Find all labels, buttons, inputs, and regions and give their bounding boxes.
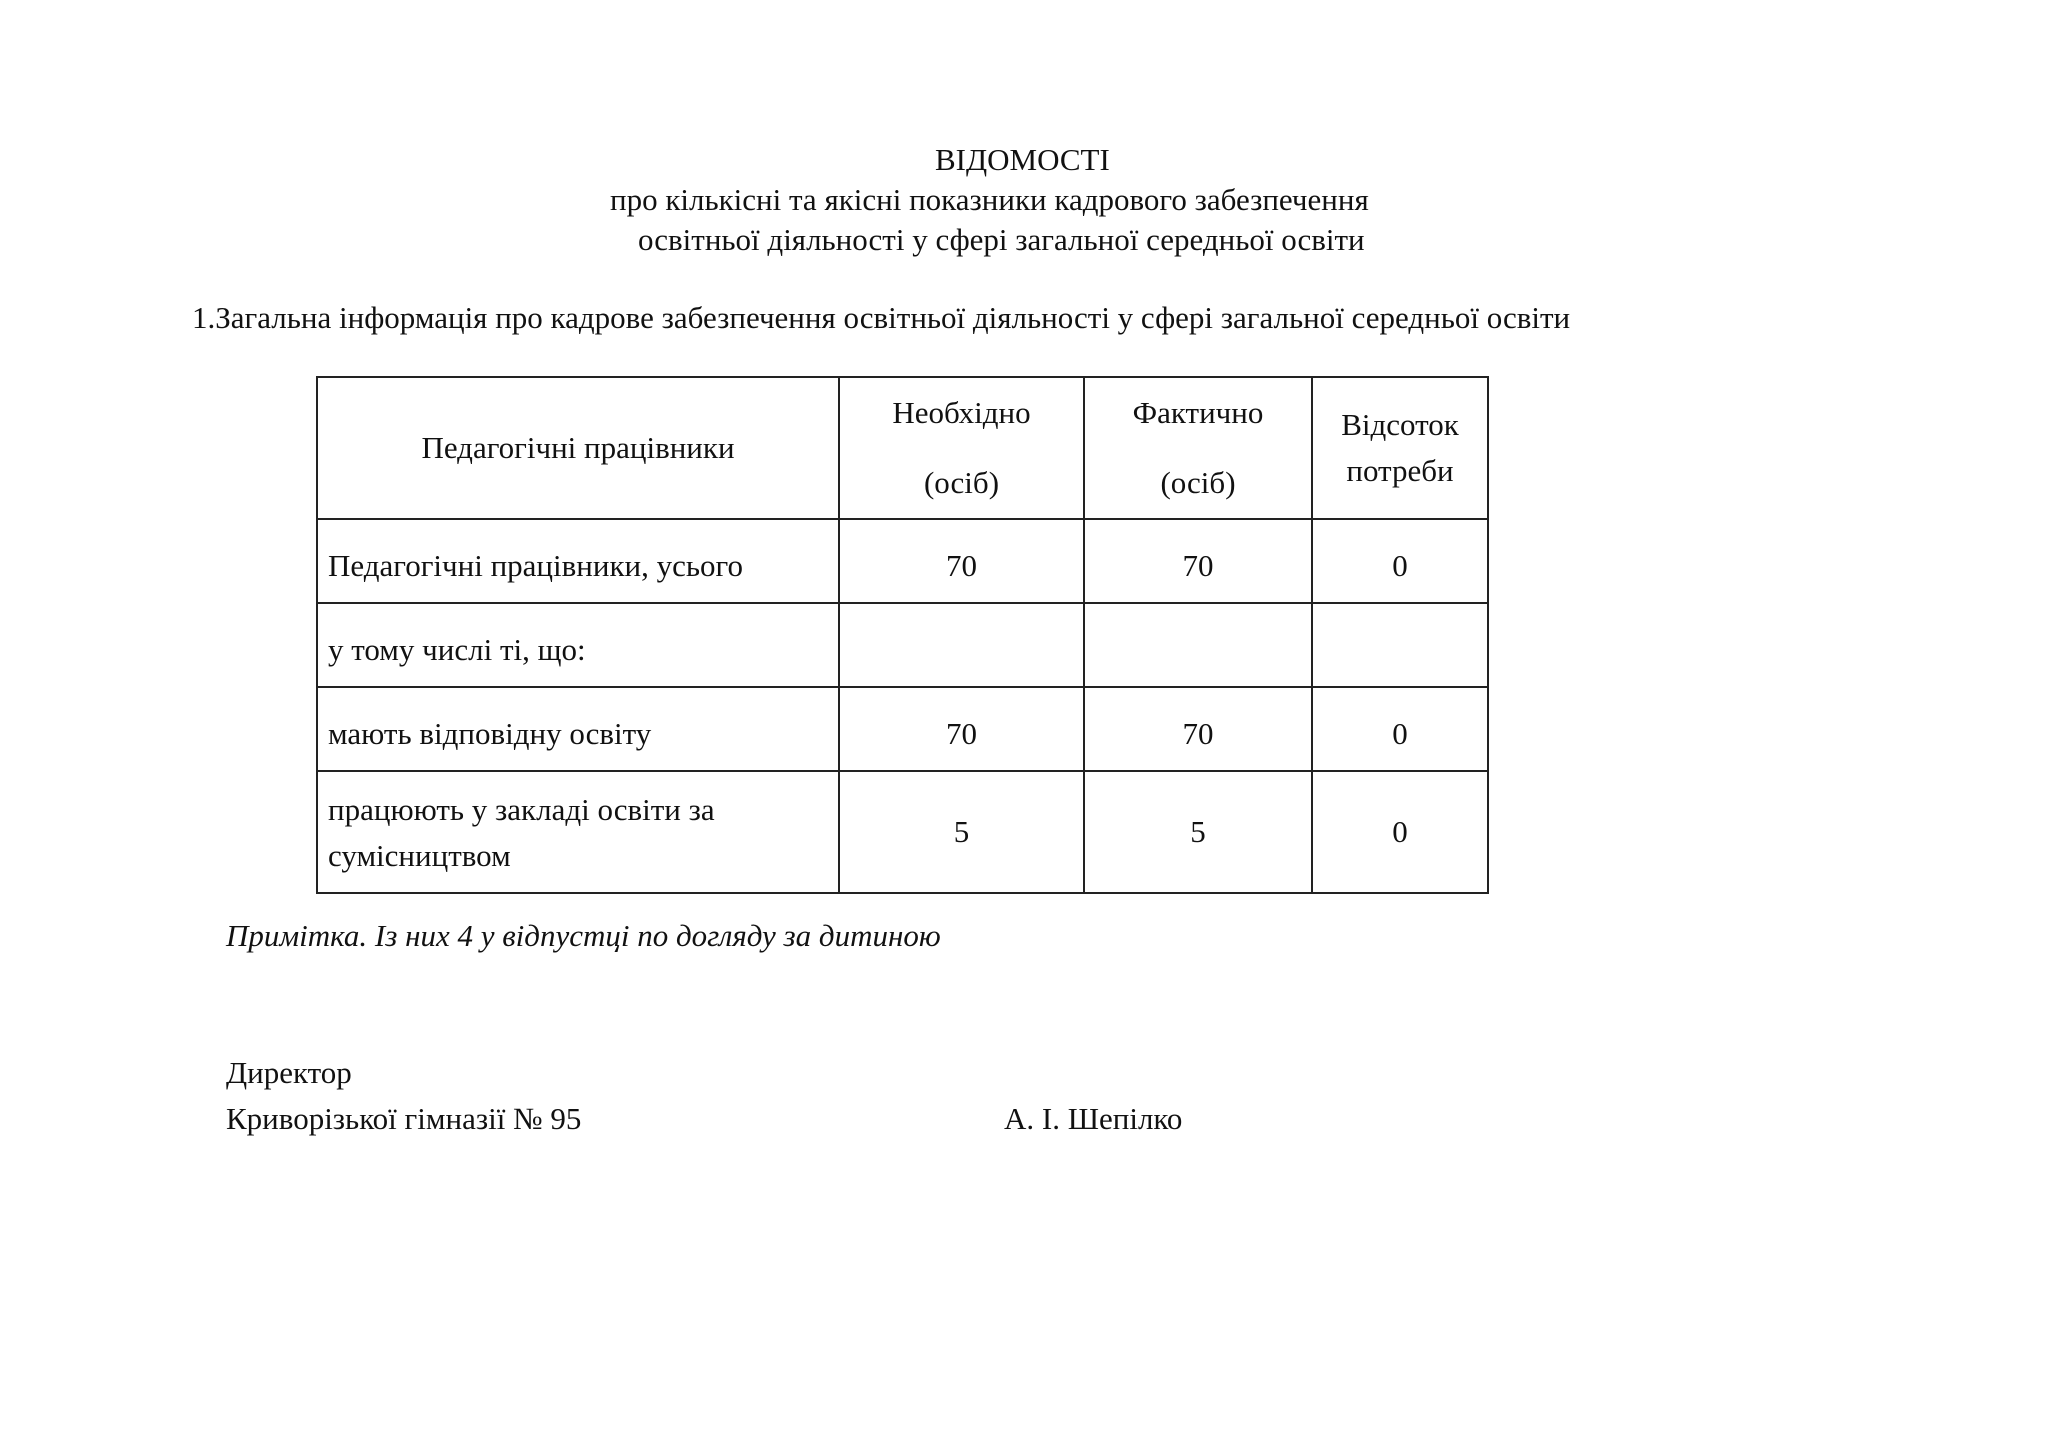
header-required-label: Необхідно	[892, 395, 1031, 430]
row-actual: 70	[1084, 687, 1312, 771]
staffing-table	[316, 376, 1489, 894]
header-actual-unit: (осіб)	[1160, 465, 1236, 500]
document-title: ВІДОМОСТІ	[935, 142, 1110, 177]
table-note: Примітка. Із них 4 у відпустці по догляду за дитиною	[226, 918, 941, 953]
header-required-unit: (осіб)	[923, 465, 1000, 500]
table-row	[317, 603, 1488, 687]
row-percent: 0	[1312, 687, 1488, 771]
row-label: мають відповідну освіту	[317, 687, 839, 771]
header-percent-line-1: Відсоток	[1341, 407, 1459, 442]
row-required: 70	[839, 687, 1084, 771]
signatory-organization: Криворізької гімназії № 95	[226, 1101, 582, 1136]
row-percent	[1312, 603, 1488, 687]
row-percent: 0	[1312, 519, 1488, 603]
row-label: у тому числі ті, що:	[317, 603, 839, 687]
row-actual: 5	[1084, 771, 1312, 893]
row-label	[317, 771, 839, 893]
signatory-name: А. І. Шепілко	[1004, 1101, 1183, 1136]
row-actual	[1084, 603, 1312, 687]
table-header-row	[317, 377, 1488, 519]
document-subtitle-line-2: освітньої діяльності у сфері загальної середньої освіти	[638, 222, 1365, 257]
header-actual	[1084, 377, 1312, 519]
row-label-line-1: працюють у закладі освіти за	[328, 792, 715, 827]
table-row	[317, 771, 1488, 893]
header-percent-line-2: потреби	[1346, 453, 1454, 488]
row-percent: 0	[1312, 771, 1488, 893]
row-actual: 70	[1084, 519, 1312, 603]
header-percent	[1312, 377, 1488, 519]
row-required: 70	[839, 519, 1084, 603]
header-required	[839, 377, 1084, 519]
document-subtitle-line-1: про кількісні та якісні показники кадрового забезпечення	[610, 182, 1369, 217]
signatory-role: Директор	[226, 1055, 352, 1090]
row-label: Педагогічні працівники, усього	[317, 519, 839, 603]
header-staff-category: Педагогічні працівники	[317, 377, 839, 519]
table-row	[317, 519, 1488, 603]
section-heading: 1.Загальна інформація про кадрове забезпечення освітньої діяльності у сфері загальної середньої освіти	[192, 300, 1571, 335]
row-label-line-2: сумісництвом	[328, 838, 511, 873]
table-row	[317, 687, 1488, 771]
row-required: 5	[839, 771, 1084, 893]
row-required	[839, 603, 1084, 687]
header-actual-label: Фактично	[1132, 395, 1264, 430]
